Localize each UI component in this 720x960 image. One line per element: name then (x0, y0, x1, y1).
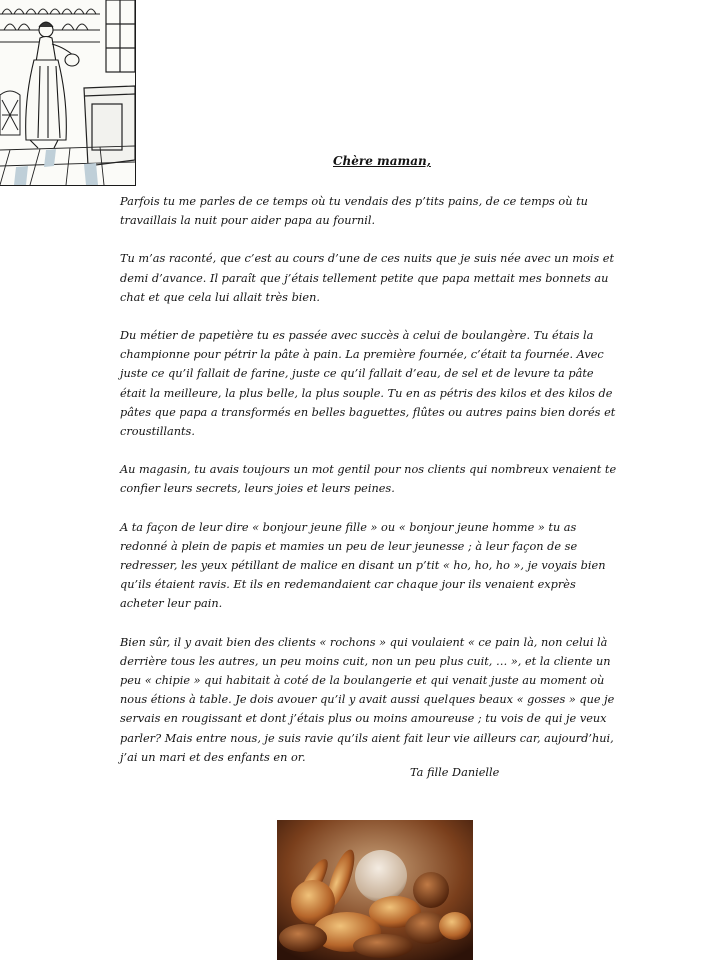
letter-salutation: Chère maman, (333, 154, 431, 168)
letter-paragraph: Parfois tu me parles de ce temps où tu vendais des p’tits pains, de ce temps où tu travaillais la nuit pour aider papa au fournil. (120, 195, 588, 228)
baker-woman-illustration (0, 0, 136, 186)
letter-paragraph: Tu m’as raconté, que c’est au cours d’une de ces nuits que je suis née avec un mois et demi d’avance. Il paraît que j’étais tellement petite que papa mettait mes bonnets au chat et que cela lui allait très bien. (120, 252, 615, 304)
letter-paragraph: Bien sûr, il y avait bien des clients « rochons » qui voulaient « ce pain là, non celui là derrière tous les autres, un peu moins cuit, non un peu plus cuit, … », et la cliente un peu « chipie » qui habitait à coté de la boulangerie et qui venait juste au moment où nous étions à table. Je dois avouer qu’il y avait aussi quelques beaux « gosses » que je servais en rougissant et dont j’étais plus ou moins amoureuse ; tu vois de qui je veux parler? Mais entre nous, je suis ravie qu’ils aient fait leur vie ailleurs car, aujourd’hui, j’ai un mari et des enfants en or. (120, 635, 615, 764)
letter-paragraph: Du métier de papetière tu es passée avec succès à celui de boulangère. Tu étais la championne pour pétrir la pâte à pain. La première fournée, c’était ta fournée. Avec juste ce qu’il fallait de farine, juste ce qu’il fallait d’eau, de sel et de levure ta pâte était la meilleure, la plus belle, la plus souple. Tu en as pétris des kilos et des kilos de pâtes que papa a transformés en belles baguettes, flûtes ou autres pains bien dorés et croustillants. (120, 329, 616, 439)
bread-assortment-photo (277, 820, 473, 960)
letter-body (120, 192, 620, 786)
letter-paragraph: Au magasin, tu avais toujours un mot gentil pour nos clients qui nombreux venaient te confier leurs secrets, leurs joies et leurs peines. (120, 463, 617, 496)
letter-paragraph: A ta façon de leur dire « bonjour jeune fille » ou « bonjour jeune homme » tu as redonné à plein de papis et mamies un peu de leur jeunesse ; à leur façon de se redresser, les yeux pétillant de malice en disant un p’tit « ho, ho, ho », je voyais bien qu’ils étaient ravis. Et ils en redemandaient car chaque jour ils venaient exprès acheter leur pain. (120, 520, 606, 611)
letter-signature: Ta fille Danielle (410, 766, 500, 779)
